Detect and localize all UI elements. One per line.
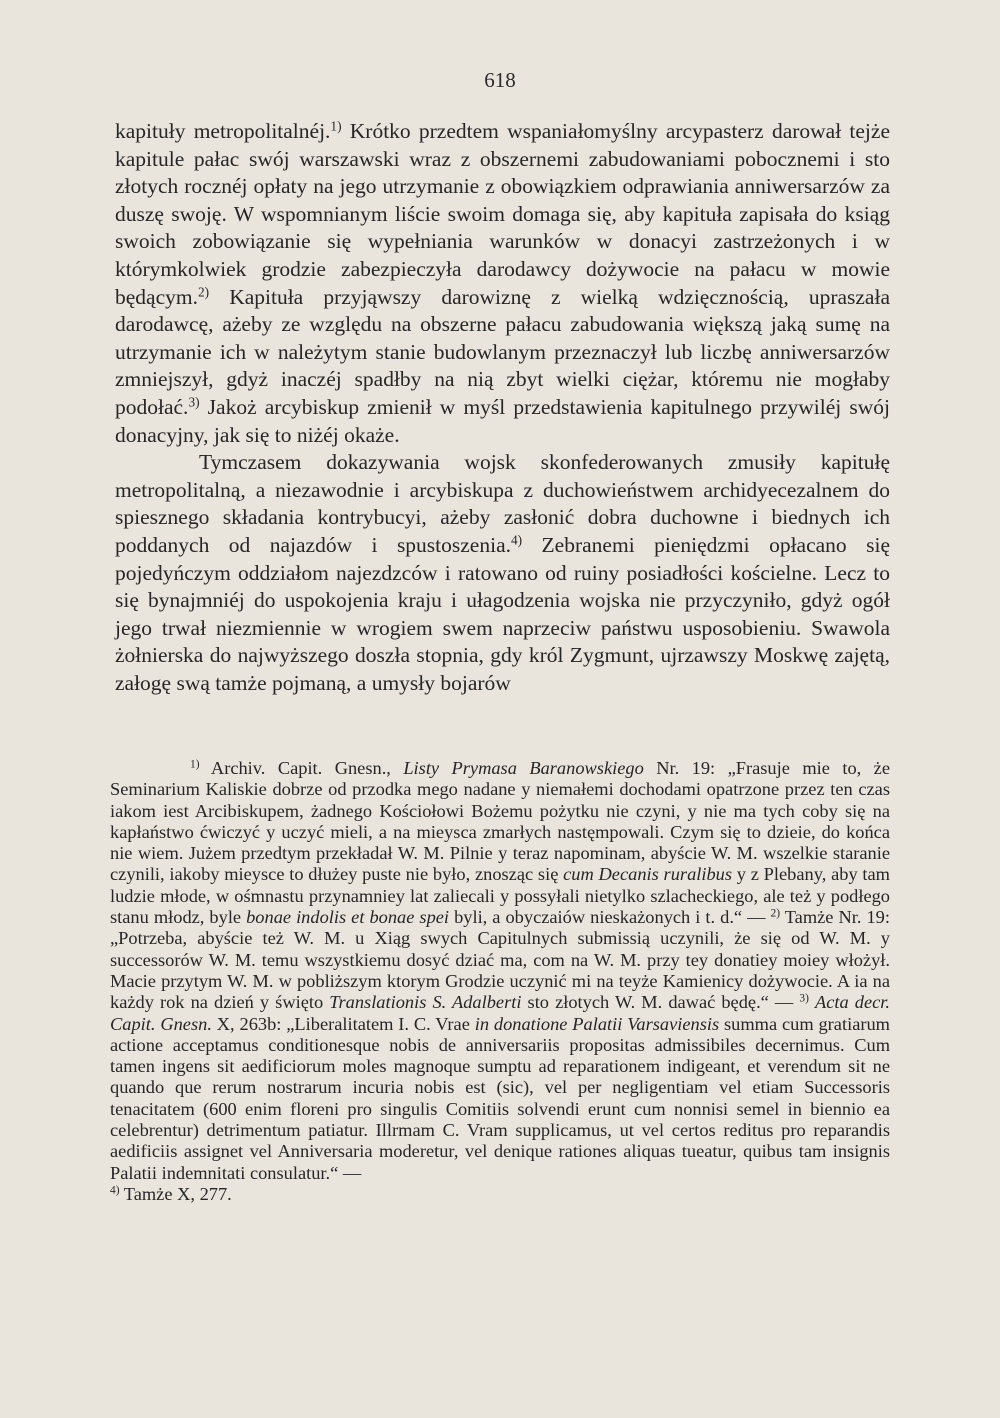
italic-text: Acta decr. Capit. Gnesn. xyxy=(110,992,890,1034)
italic-text: Listy Prymasa Baranowskiego xyxy=(403,758,644,778)
footnote-ref: 4) xyxy=(110,1184,120,1197)
text-run: Archiv. Capit. Gnesn., xyxy=(199,758,404,778)
footnotes xyxy=(110,758,890,1205)
italic-text: in donatione Palatii Varsaviensis xyxy=(474,1013,720,1034)
text-run: Zebranemi pieniędzmi opłacano się pojedyńczym oddziałom najezdzców i ratowano od ruiny posiadłości kościelne. Lecz to się bynajmniéj do uspokojenia kraju i ułagodzenia wojska nie przyczyniło, gdyż ogół jego trwał niezmiennie w wrogiem swem naprzeciw państwu usposobieniu. Swawola żołnierska do najwyższego doszła stopnia, gdy król Zygmunt, ujrzawszy Moskwę zajętą, załogę swą tamże pojmaną, a umysły bojarów xyxy=(115,532,890,695)
footnote-ref: 2) xyxy=(197,284,210,300)
text-run: X, 263b: „Liberalitatem I. C. Vrae xyxy=(211,1013,475,1034)
italic-text: Translationis S. Adalberti xyxy=(329,992,522,1013)
text-run: y z Plebany, aby tam ludzie młode, w ośmnastu przynamniey lat zaliecali y possyłali nietylko szlacheckiego, ale też y podłego stanu młodz, byle xyxy=(110,864,890,928)
text-run: Tymczasem dokazywania wojsk skonfederowanych zmusiły kapitułę metropolitalną, a niezawodnie i arcybiskupa z duchowieństwem archidyecezalnem do spiesznego składania kontrybucyi, ażeby zasłonić dobra duchowne i biednych ich poddanych od najazdów i spustoszenia. xyxy=(115,450,890,557)
text-run: sto złotych W. M. dawać będę.“ — xyxy=(521,992,800,1013)
main-text xyxy=(115,118,890,697)
footnote-ref: 1) xyxy=(190,758,200,771)
text-run: Tamże X, 277. xyxy=(119,1183,232,1204)
text-run: byli, a obyczaiów nieskażonych i t. d.“ — xyxy=(449,907,771,928)
footnote-ref: 1) xyxy=(330,118,342,134)
footnote-paragraph xyxy=(110,1184,890,1205)
text-run: summa cum gratiarum actione acceptamus conditionesque nobis de anniversariis propositas admissibiles decernimus. Cum tamen ingens sit aedificiorum moles magnoque sumptu ad reparationem indigeant, et verendum sit ne quando que rerum nostrarum incuria nobis est (sic), vel per negligentiam vel etiam Successoris tenacitatem (600 enim floreni pro singulis Comitiis solvendi erunt cum nonnisi semel in biennio ea celebrentur) detrimentum patiatur. Illrmam C. Vram supplicamus, ut vel certos reditus pro reparandis aedificiis assignet vel Anniversaria moderetur, vel denique rationes aliquas tueatur, quibus tam insignis Palatii indemnitati consulatur.“ — xyxy=(110,1013,890,1183)
footnote-ref: 4) xyxy=(511,532,523,548)
body-paragraph xyxy=(115,449,890,697)
footnote-ref: 2) xyxy=(770,907,781,920)
text-run: Tamże Nr. 19: „Potrzeba, abyście też W. M. u Xiąg swych Capitulnych submissią uczynili, że się od W. M. y successorów W. M. temu wszystkiemu dosyć dziać ma, com na W. M. przy tey donatiey moiey włożył. Macie przytym W. M. w pobliższym ktorym Grodzie uczynić mi na teyże Kamienicy dożywocie. A ia na każdy rok na dzień y święto xyxy=(110,907,890,1013)
page-number: 618 xyxy=(484,68,516,92)
text-run: Nr. 19: „Frasuje mie to, że Seminarium Kaliskie dobrze od przodka mego nadane y niemałemi dochodami opatrzone przez ten czas iakom iest Arcibiskupem, żadnego Kościołowi Bożemu pożytku nie czyni, y nie ma tych coby się na kapłaństwo ćwiczyć y uczyć mieli, a na mieysca zmarłych nastęmpowali. Czym się to dzieie, do końca nie wiem. Jużem przedtym przekładał W. M. Pilnie y teraz napominam, abyście W. M. wszelkie staranie czynili, iakoby mieysce to dłużey puste nie było, znosząc się xyxy=(110,758,890,885)
italic-text: cum Decanis ruralibus xyxy=(563,864,733,885)
text-run: Krótko przedtem wspaniałomyślny arcypasterz darował tejże kapitule pałac swój warszawski wraz z obszernemi zabudowaniami pobocznemi i sto złotych rocznéj opłaty na jego utrzymanie z obowiązkiem odprawiania anniwersarzów za duszę swoję. W wspomnianym liście swoim domaga się, aby kapituła zapisała do ksiąg swoich zobowiązanie się wypełniania warunków w donacyi zastrzeżonych i w którymkolwiek grodzie zabezpieczyła darodawcy dożywocie na pałacu w mowie będącym. xyxy=(115,119,890,309)
text-run: Jakoż arcybiskup zmienił w myśl przedstawienia kapitulnego przywiléj swój donacyjny, jak się to niżéj okaże. xyxy=(115,394,890,447)
footnote-paragraph xyxy=(110,758,890,1184)
footnote-ref: 3) xyxy=(799,993,809,1005)
text-run: Kapituła przyjąwszy darowiznę z wielką wdzięcznością, upraszała darodawcę, ażeby ze względu na obszerne pałacu zabudowania większą jaką sumę na utrzymanie ich w należytym stanie budowlanym przeznaczył lub liczbę anniwersarzów zmniejszył, gdyż inaczéj spadłby na nią zbyt wielki ciężar, któremu nie mogłaby podołać. xyxy=(115,284,890,419)
body-paragraph xyxy=(115,118,890,449)
italic-text: bonae indolis et bonae spei xyxy=(246,907,450,928)
footnote-ref: 3) xyxy=(188,394,200,410)
text-run: kapituły metropolitalnéj. xyxy=(115,119,331,143)
